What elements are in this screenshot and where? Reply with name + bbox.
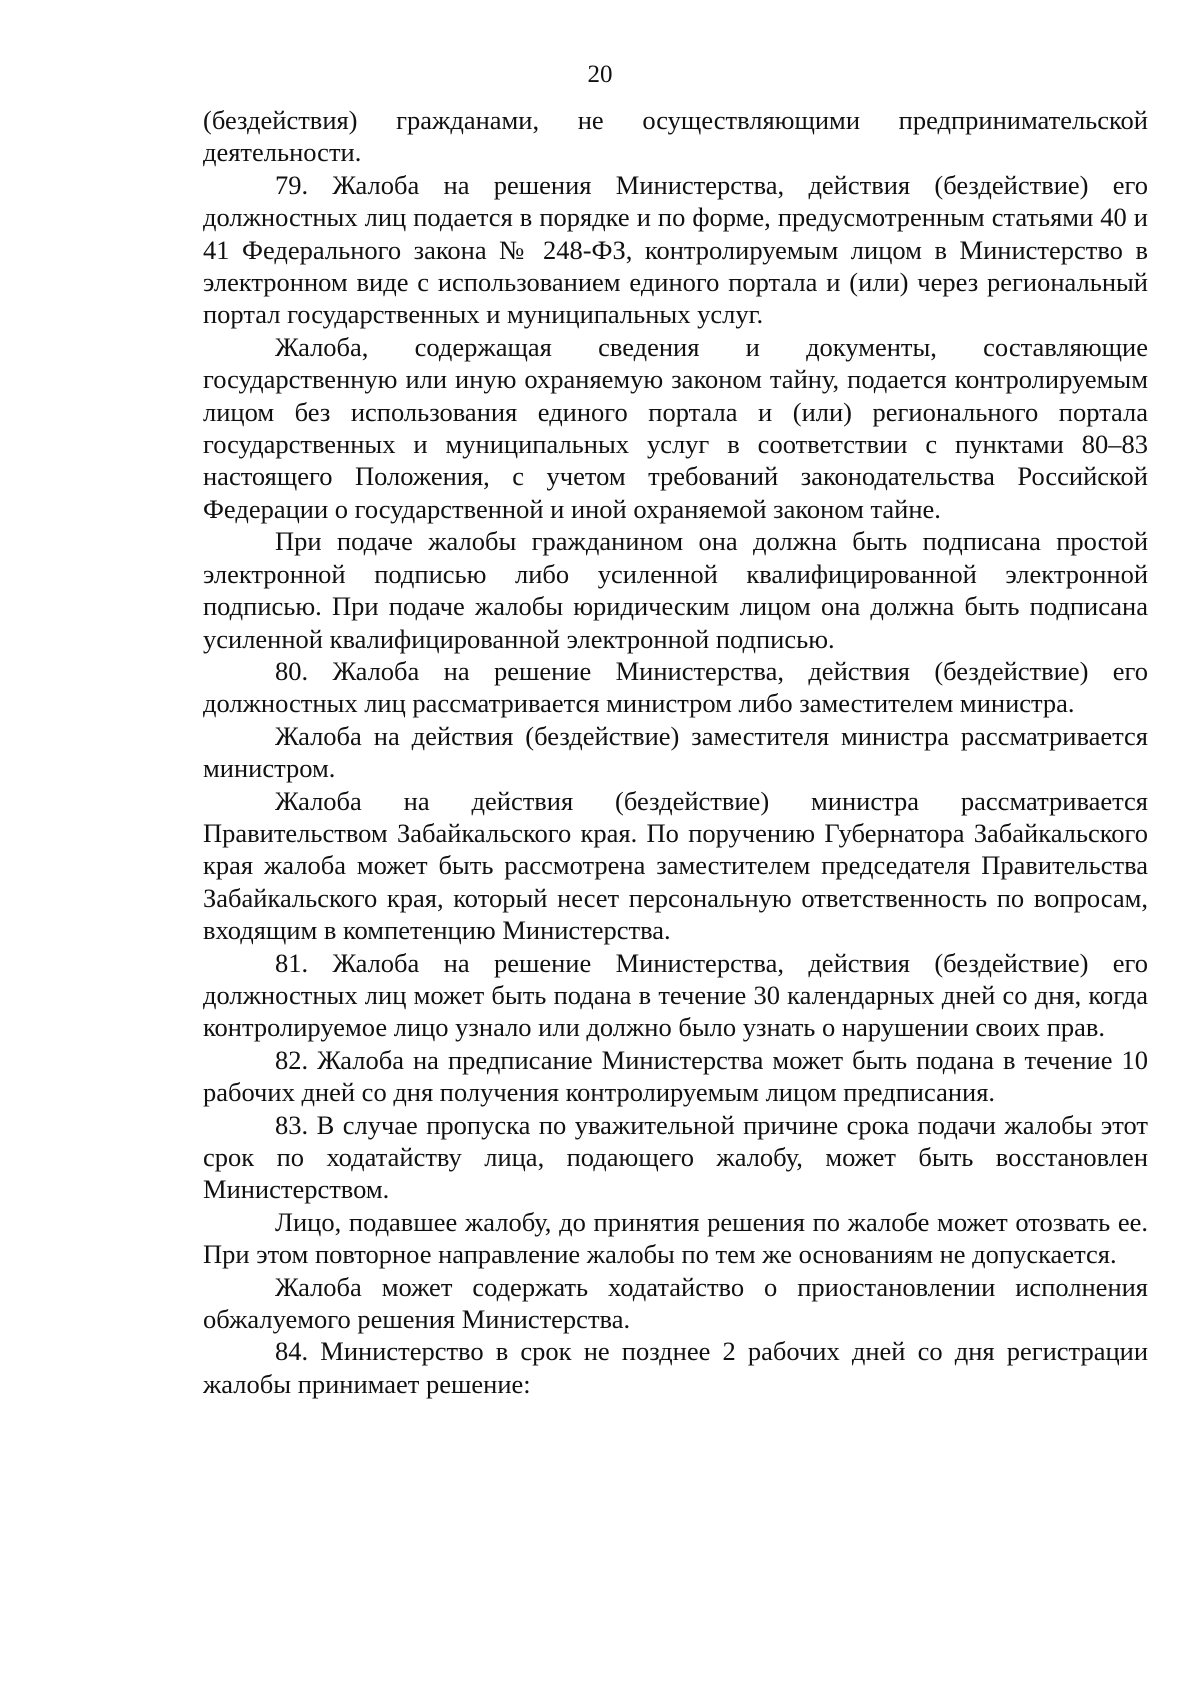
- paragraph-item-82: 82. Жалоба на предписание Министерства может быть подана в течение 10 рабочих дней со дня получения контролируемым лицом предписания.: [203, 1044, 1148, 1108]
- paragraph-secret-info: Жалоба, содержащая сведения и документы, составляющие государственную или иную охраняемую законом тайну, подается контролируемым лицом без использования единого портала и (или) регионального портала государственных и муниципальных услуг в соответствии с пунктами 80–83 настоящего Положения, с учетом требований законодательства Российской Федерации о государственной и иной охраняемой законом тайне.: [203, 331, 1148, 524]
- paragraph-continuation: (бездействия) гражданами, не осуществляющими предпринимательской деятельности.: [203, 105, 1148, 168]
- paragraph-signature: При подаче жалобы гражданином она должна быть подписана простой электронной подписью либо усиленной квалифицированной электронной подписью. При подаче жалобы юридическим лицом она должна быть подписана усиленной квалифицированной электронной подписью.: [203, 526, 1148, 654]
- paragraph-deputy-minister: Жалоба на действия (бездействие) заместителя министра рассматривается министром.: [203, 720, 1148, 784]
- paragraph-item-81: 81. Жалоба на решение Министерства, действия (бездействие) его должностных лиц может быть подана в течение 30 календарных дней со дня, когда контролируемое лицо узнало или должно было узнать о нарушении своих прав.: [203, 947, 1148, 1043]
- paragraph-withdrawal: Лицо, подавшее жалобу, до принятия решения по жалобе может отозвать ее. При этом повторное направление жалобы по тем же основаниям не допускается.: [203, 1206, 1148, 1270]
- paragraph-item-79: 79. Жалоба на решения Министерства, действия (бездействие) его должностных лиц подается в порядке и по форме, предусмотренным статьями 40 и 41 Федерального закона № 248-ФЗ, контролируемым лицом в Министерство в электронном виде с использованием единого портала и (или) через региональный портал государственных и муниципальных услуг.: [203, 169, 1148, 330]
- paragraph-item-80: 80. Жалоба на решение Министерства, действия (бездействие) его должностных лиц рассматривается министром либо заместителем министра.: [203, 655, 1148, 719]
- paragraph-item-83: 83. В случае пропуска по уважительной причине срока подачи жалобы этот срок по ходатайству лица, подающего жалобу, может быть восстановлен Министерством.: [203, 1109, 1148, 1205]
- paragraph-minister: Жалоба на действия (бездействие) министра рассматривается Правительством Забайкальского края. По поручению Губернатора Забайкальского края жалоба может быть рассмотрена заместителем председателя Правительства Забайкальского края, который несет персональную ответственность по вопросам, входящим в компетенцию Министерства.: [203, 785, 1148, 946]
- page-number: 20: [587, 61, 613, 88]
- document-body: [203, 104, 1148, 1400]
- paragraph-suspension: Жалоба может содержать ходатайство о приостановлении исполнения обжалуемого решения Министерства.: [203, 1271, 1148, 1335]
- paragraph-item-84: 84. Министерство в срок не позднее 2 рабочих дней со дня регистрации жалобы принимает решение:: [203, 1336, 1148, 1399]
